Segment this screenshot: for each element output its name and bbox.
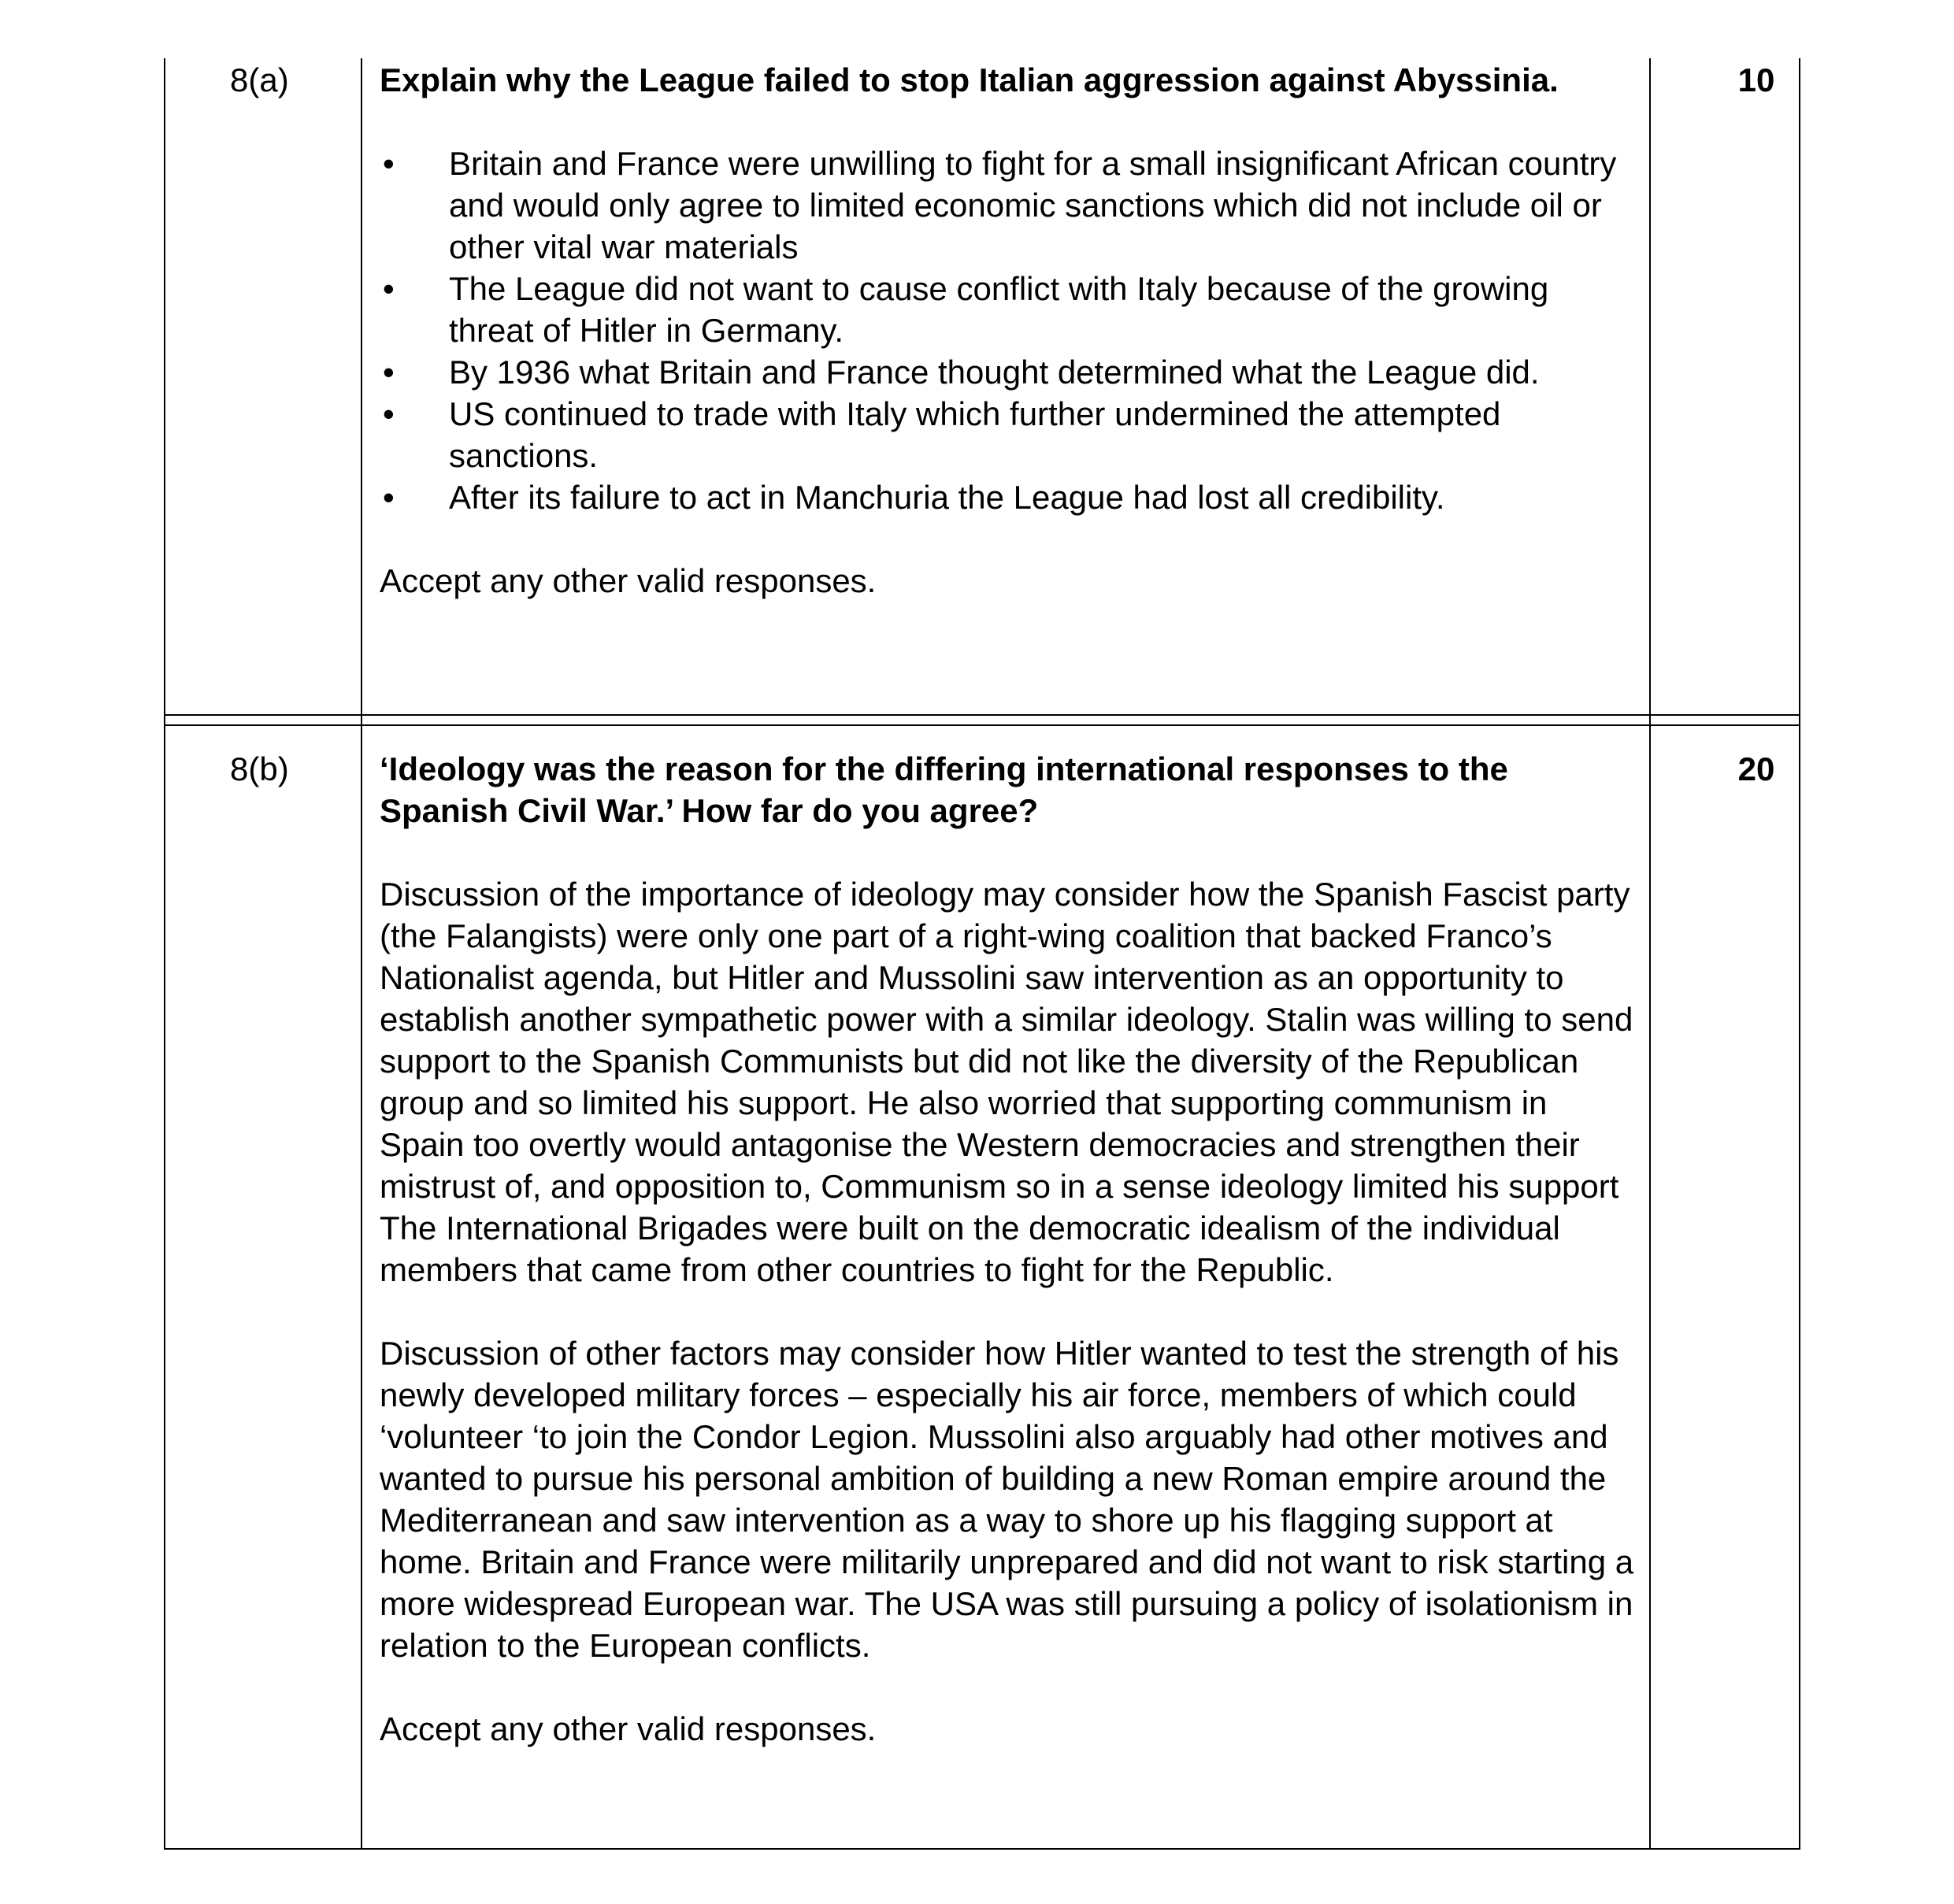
question-content-8a [380,59,1640,602]
answer-points-8a [380,143,1640,518]
list-item [380,393,1640,476]
table-left-border [164,58,165,1850]
point-text: The League did not want to cause conflict with Italy because of the growing threat of Hitler in Germany. [449,270,1549,349]
row-separator-top [164,714,1800,716]
bullet-icon: • [383,354,395,391]
closing-note-8a: Accept any other valid responses. [380,562,877,599]
closing-note-8b: Accept any other valid responses. [380,1710,877,1747]
question-text-8a: Explain why the League failed to stop Italian aggression against Abyssinia. [380,61,1559,98]
bullet-icon: • [383,395,395,432]
row-separator-bottom [164,724,1800,726]
question-content-8b [380,748,1640,1750]
ideology-text: Discussion of the importance of ideology may consider how the Spanish Fascist party (the Falangists) were only one part of a right-wing coalition that backed Franco’s Nationalist agenda, but Hitler and Mussolini saw intervention as an opportunity to establish another sympathetic power with a similar ideology. Stalin was willing to send support to the Spanish Communists but did not like the diversity of the Republican group and so limited his support. He also worried that supporting communism in Spain too overtly would antagonise the Western democracies and strengthen their mistrust of, and opposition to, Communism so in a sense ideology limited his support [380,876,1633,1205]
point-text: Britain and France were unwilling to fight for a small insignificant African country and would only agree to limited economic sanctions which did not include oil or other vital war materials [449,145,1617,265]
question-number-8b: 8(b) [230,750,289,787]
international-brigades-text: The International Brigades were built on the democratic idealism of the individual members that came from other countries to fight for the Republic. [380,1209,1560,1288]
table-right-border [1799,58,1800,1850]
bullet-icon: • [383,145,395,182]
column-divider-1 [361,58,362,1850]
list-item [380,268,1640,351]
table-bottom-border [164,1848,1800,1850]
bullet-icon: • [383,270,395,307]
question-text-8b: ‘Ideology was the reason for the differing international responses to the Spanish Civil War.’ How far do you agree? [380,750,1508,829]
marks-8a: 10 [1737,61,1775,98]
marks-8b: 20 [1737,750,1775,787]
bullet-icon: • [383,479,395,516]
point-text: US continued to trade with Italy which further undermined the attempted sanctions. [449,395,1501,474]
other-factors-paragraph: Discussion of other factors may consider how Hitler wanted to test the strength of his newly developed military forces – especially his air force, members of which could ‘volunteer ‘to join the Condor Legion. Mussolini also arguably had other motives and wanted to pursue his personal ambition of building a new Roman empire around the Mediterranean and saw intervention as a way to shore up his flagging support at home. Britain and France were militarily unprepared and did not want to risk starting a more widespread European war. The USA was still pursuing a policy of isolationism in relation to the European conflicts. [380,1335,1634,1664]
list-item [380,143,1640,268]
ideology-paragraph [380,873,1640,1291]
column-divider-2 [1649,58,1651,1850]
point-text: After its failure to act in Manchuria the League had lost all credibility. [449,479,1445,516]
question-number-8a: 8(a) [230,61,289,98]
list-item [380,351,1640,393]
list-item [380,476,1640,518]
point-text: By 1936 what Britain and France thought determined what the League did. [449,354,1540,391]
